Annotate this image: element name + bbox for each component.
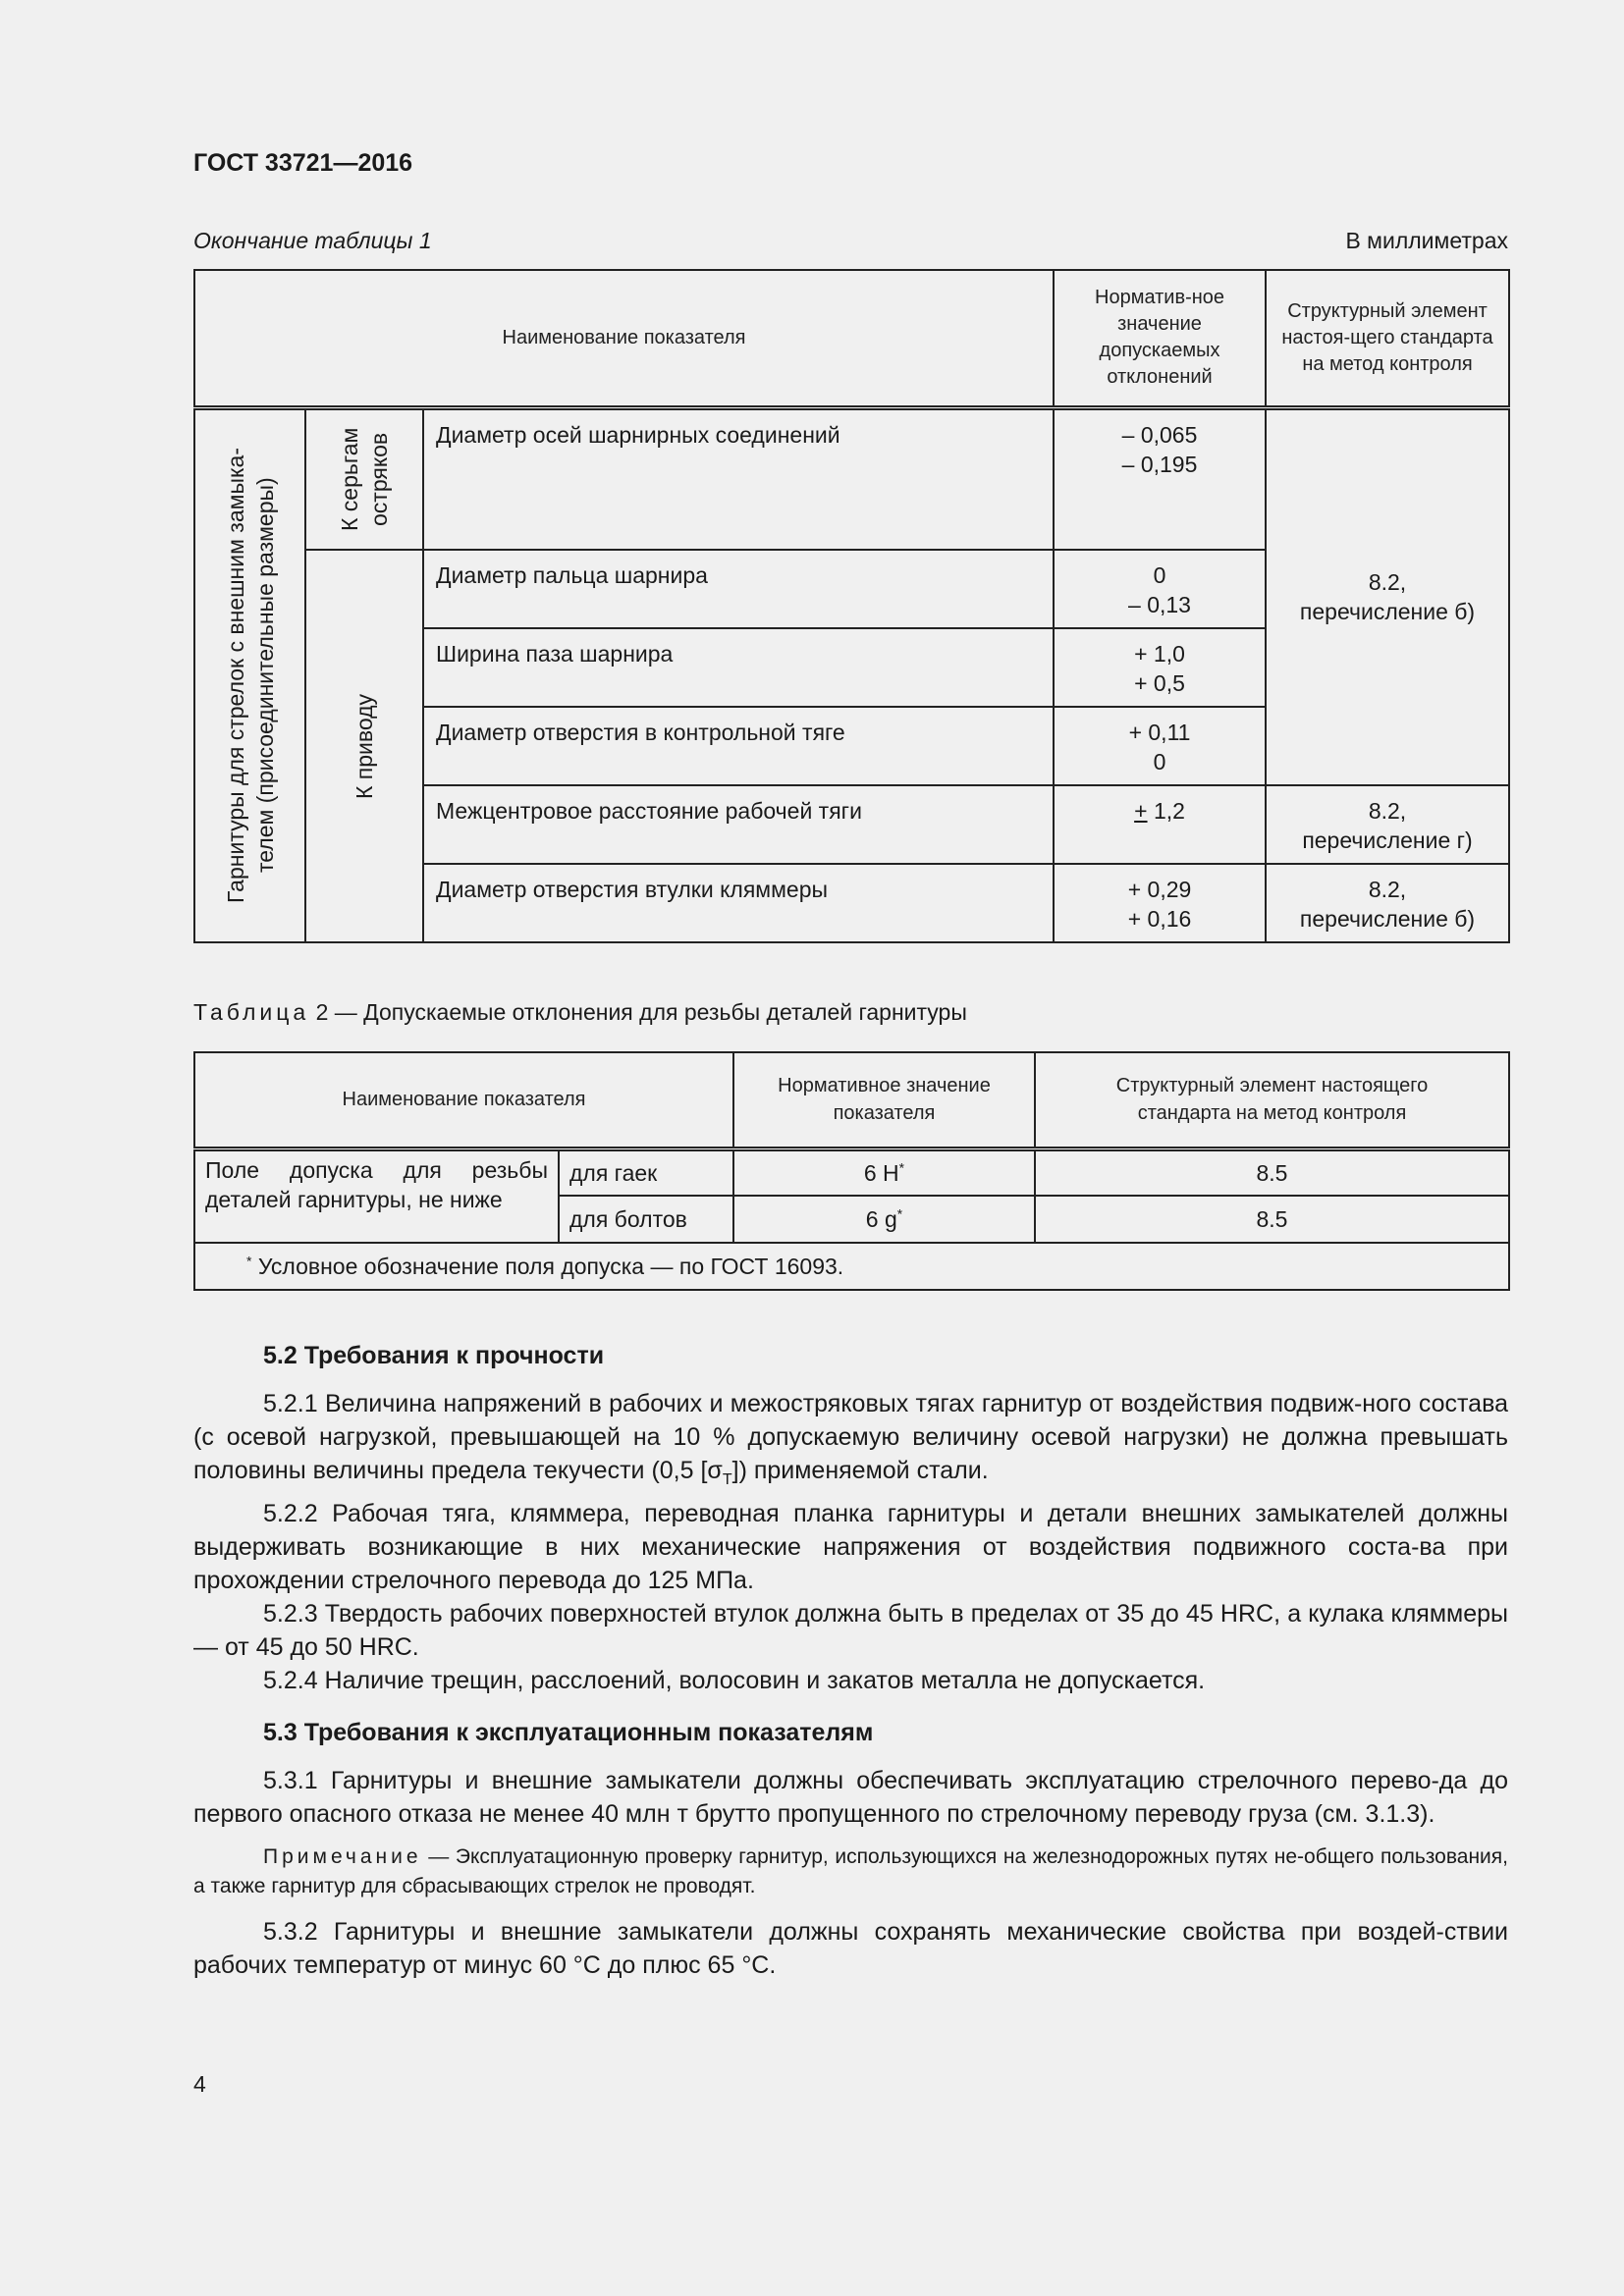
value-number: 1,2 bbox=[1153, 798, 1185, 824]
paragraph-5-2-1 bbox=[193, 1387, 1508, 1497]
value-line bbox=[1055, 796, 1265, 826]
table1-indicator: Диаметр отверстия втулки кляммеры bbox=[423, 864, 1054, 942]
table1-continuation-caption: Окончание таблицы 1 bbox=[193, 228, 432, 253]
table1-header-method: Структурный элемент настоя-щего стандарта на метод контроля bbox=[1266, 270, 1509, 407]
paragraph-text: 5.2.1 Величина напряжений в рабочих и межостряковых тягах гарнитур от воздействия подвиж-ного состава (с осевой нагрузкой, превышающей на 10 % допускаемую величину осевой нагрузки) не должна превышать половины величины предела текучести (0,5 [σ bbox=[193, 1390, 1508, 1484]
table1-subgroup-label: К приводу bbox=[352, 693, 377, 799]
table1-header-value: Норматив-ное значение допускаемых отклонений bbox=[1054, 270, 1266, 407]
value-line: 0 bbox=[1153, 749, 1166, 774]
table2-method: 8.5 bbox=[1035, 1196, 1509, 1243]
section-5-3-body bbox=[193, 1764, 1508, 1982]
table2-method: 8.5 bbox=[1035, 1148, 1509, 1196]
table2-header-name: Наименование показателя bbox=[194, 1052, 733, 1148]
section-5-2-heading: 5.2 Требования к прочности bbox=[263, 1342, 605, 1369]
section-5-3-heading: 5.3 Требования к эксплуатационным показателям bbox=[263, 1719, 874, 1746]
paragraph-text: ]) применяемой стали. bbox=[731, 1457, 989, 1484]
value-text: 6 g bbox=[865, 1206, 897, 1232]
table2-header-value: Нормативное значение показателя bbox=[733, 1052, 1035, 1148]
table1-indicator: Диаметр отверстия в контрольной тяге bbox=[423, 707, 1054, 785]
footnote-mark: * bbox=[896, 1205, 903, 1222]
paragraph-5-3-1: 5.3.1 Гарнитуры и внешние замыкатели должны обеспечивать эксплуатацию стрелочного перево-да до первого опасного отказа не менее 40 млн т брутто пропущенного по стрелочному переводу груза (см. 3.1.3). bbox=[193, 1767, 1508, 1828]
table1-value bbox=[1054, 707, 1266, 785]
table2-row-label: Поле допуска для резьбы деталей гарнитуры, не ниже bbox=[194, 1148, 559, 1243]
method-line: 8.2, bbox=[1368, 569, 1407, 596]
table1-method bbox=[1266, 407, 1509, 785]
table2-value bbox=[733, 1148, 1035, 1196]
table2-caption bbox=[193, 999, 967, 1026]
value-line: + 0,5 bbox=[1134, 670, 1185, 696]
value-line: – 0,13 bbox=[1128, 592, 1191, 617]
footnote-text: Условное обозначение поля допуска — по ГОСТ 16093. bbox=[251, 1254, 844, 1279]
value-line: – 0,065 bbox=[1121, 421, 1198, 448]
table1-subgroup-label: К серьгам остряков bbox=[337, 427, 392, 531]
table2-sub-label: для болтов bbox=[559, 1196, 733, 1243]
paragraph-5-3-2: 5.3.2 Гарнитуры и внешние замыкатели должны сохранять механические свойства при воздей-ствии рабочих температур от минус 60 °С до плюс 65 °С. bbox=[193, 1918, 1508, 1979]
table1-units-caption: В миллиметрах bbox=[1345, 228, 1508, 253]
table2-header-method: Структурный элемент настоящего стандарта на метод контроля bbox=[1035, 1052, 1509, 1148]
value-line: + 0,11 bbox=[1128, 720, 1191, 745]
table1-value bbox=[1054, 550, 1266, 628]
table1-indicator: Диаметр пальца шарнира bbox=[423, 550, 1054, 628]
table1-method bbox=[1266, 864, 1509, 942]
table-row bbox=[194, 407, 1509, 550]
table1-header-name: Наименование показателя bbox=[194, 270, 1054, 407]
table2-caption-text: 2 — Допускаемые отклонения для резьбы деталей гарнитуры bbox=[309, 999, 967, 1025]
table1-indicator: Диаметр осей шарнирных соединений bbox=[423, 407, 1054, 550]
footnote-mark: * bbox=[898, 1159, 905, 1176]
table2-value bbox=[733, 1196, 1035, 1243]
footnote-mark: * bbox=[246, 1253, 252, 1269]
method-line: 8.2, bbox=[1368, 798, 1407, 824]
note-prefix: Примечание bbox=[263, 1845, 422, 1868]
table1 bbox=[193, 269, 1510, 943]
section-5-2-body bbox=[193, 1387, 1508, 1697]
table1-subgroup-cell bbox=[305, 550, 423, 942]
note-text: — Эксплуатационную проверку гарнитур, использующихся на железнодорожных путях не-общего пользования, а также гарнитур для сбрасывающих стрелок не проводят. bbox=[193, 1845, 1508, 1897]
table2-sub-label: для гаек bbox=[559, 1148, 733, 1196]
table1-indicator: Межцентровое расстояние рабочей тяги bbox=[423, 785, 1054, 864]
method-line: 8.2, bbox=[1368, 877, 1407, 902]
table1-value bbox=[1054, 785, 1266, 864]
value-line: 0 bbox=[1153, 562, 1166, 588]
value-text: 6 H bbox=[863, 1159, 899, 1186]
table1-value bbox=[1054, 628, 1266, 707]
table1-group-label: Гарнитуры для стрелок с внешним замыка-телем (присоединительные размеры) bbox=[222, 448, 278, 904]
value-line: + 0,16 bbox=[1127, 906, 1192, 932]
method-line: перечисление г) bbox=[1302, 828, 1473, 853]
table1-value bbox=[1054, 864, 1266, 942]
table-row bbox=[194, 1148, 1509, 1196]
table1-indicator: Ширина паза шарнира bbox=[423, 628, 1054, 707]
table1-method bbox=[1266, 785, 1509, 864]
note bbox=[193, 1842, 1508, 1901]
paragraph-5-2-3: 5.2.3 Твердость рабочих поверхностей втулок должна быть в пределах от 35 до 45 HRC, а кулака кляммеры — от 45 до 50 HRC. bbox=[193, 1600, 1508, 1661]
value-line: – 0,195 bbox=[1121, 451, 1198, 477]
table1-subgroup-cell bbox=[305, 407, 423, 550]
page-number: 4 bbox=[193, 2071, 206, 2097]
table1-value bbox=[1054, 407, 1266, 550]
table2 bbox=[193, 1051, 1510, 1291]
document-title: ГОСТ 33721—2016 bbox=[193, 149, 413, 177]
method-line: перечисление б) bbox=[1299, 599, 1476, 625]
paragraph-5-2-2: 5.2.2 Рабочая тяга, кляммера, переводная планка гарнитуры и детали внешних замыкателей должны выдерживать возникающие в них механические напряжения от воздействия подвижного соста-ва при прохождении стрелочного перевода до 125 МПа. bbox=[193, 1500, 1508, 1594]
table2-caption-prefix: Таблица bbox=[193, 999, 310, 1025]
plus-minus-sign: + bbox=[1134, 798, 1148, 824]
method-line: перечисление б) bbox=[1299, 906, 1476, 932]
subscript: Т bbox=[722, 1471, 732, 1488]
paragraph-5-2-4: 5.2.4 Наличие трещин, расслоений, волосовин и закатов металла не допускается. bbox=[263, 1667, 1206, 1694]
table2-footnote bbox=[194, 1243, 1509, 1290]
table1-group-cell bbox=[194, 407, 305, 942]
value-line: + 0,29 bbox=[1127, 877, 1192, 902]
value-line: + 1,0 bbox=[1134, 641, 1185, 667]
